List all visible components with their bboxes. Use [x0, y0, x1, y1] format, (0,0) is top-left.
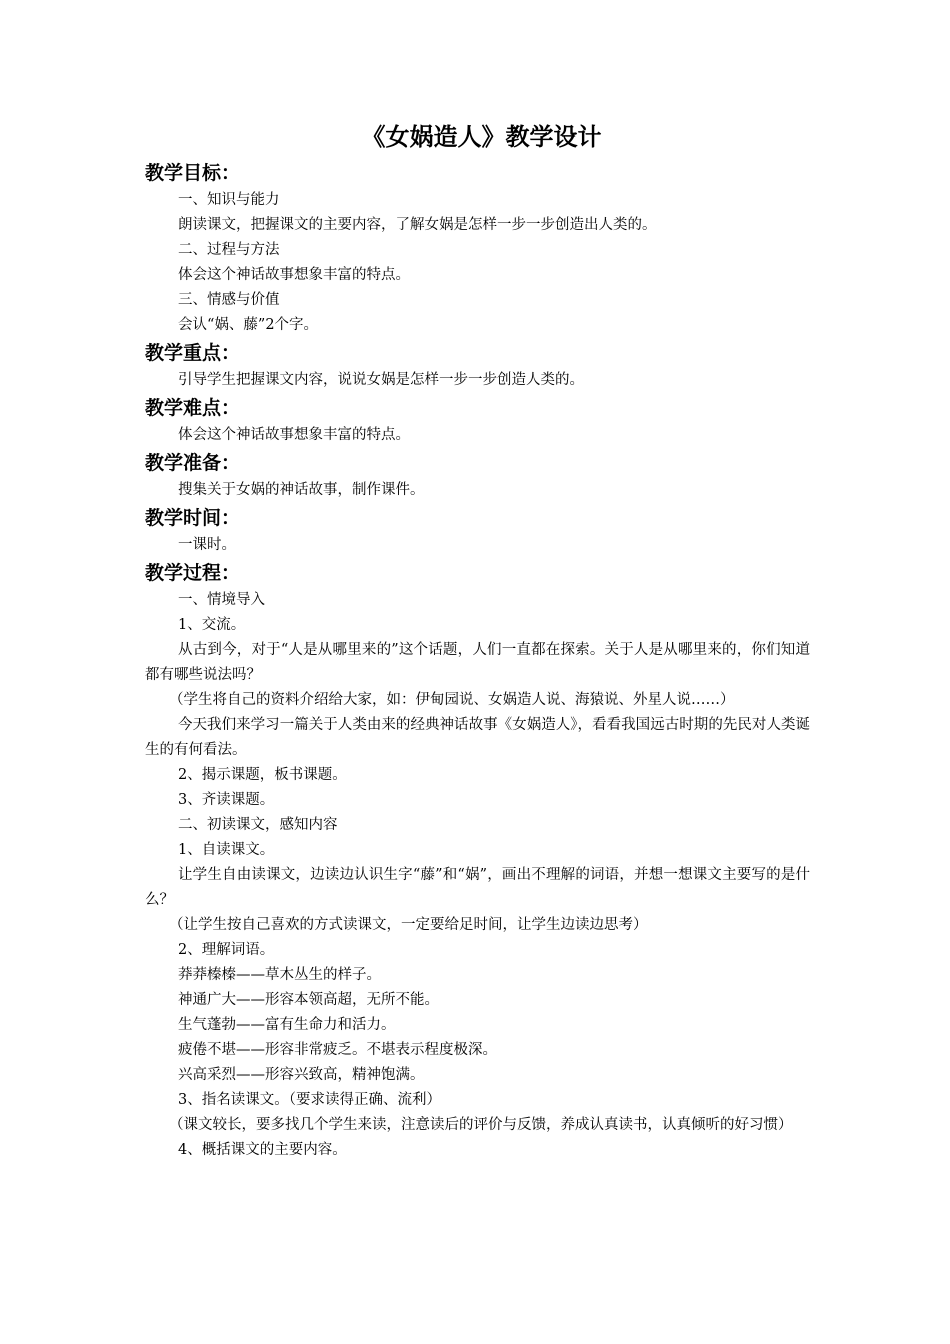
- paragraph: 让学生自由读课文，边读边认识生字“藤”和“娲”，画出不理解的词语，并想一想课文主要写的是什么？: [145, 867, 810, 908]
- paragraph: 4、概括课文的主要内容。: [178, 1142, 347, 1158]
- section-key-points: [145, 338, 810, 393]
- paragraph: 会认“娲、藤”2个字。: [178, 317, 319, 333]
- paragraph: 朗读课文，把握课文的主要内容，了解女娲是怎样一步一步创造出人类的。: [178, 217, 657, 233]
- paragraph: 神通广大——形容本领高超，无所不能。: [178, 992, 439, 1008]
- document-page: [145, 118, 810, 1163]
- paragraph: 二、过程与方法: [178, 242, 280, 258]
- paragraph: 3、指名读课文。（要求读得正确、流利）: [178, 1092, 441, 1108]
- paragraph: 体会这个神话故事想象丰富的特点。: [178, 427, 410, 443]
- paragraph: 兴高采烈——形容兴致高，精神饱满。: [178, 1067, 425, 1083]
- section-heading: 教学重点：: [145, 342, 241, 364]
- paragraph: 今天我们来学习一篇关于人类由来的经典神话故事《女娲造人》，看看我国远古时期的先民对人类诞生的有何看法。: [145, 717, 810, 758]
- section-heading: 教学过程：: [145, 562, 241, 584]
- paragraph: （学生将自己的资料介绍给大家，如：伊甸园说、女娲造人说、海猿说、外星人说……）: [169, 692, 735, 708]
- section-time: [145, 503, 810, 558]
- paragraph: 体会这个神话故事想象丰富的特点。: [178, 267, 410, 283]
- paragraph: 三、情感与价值: [178, 292, 280, 308]
- paragraph: （课文较长，要多找几个学生来读，注意读后的评价与反馈，养成认真读书，认真倾听的好习惯）: [169, 1117, 793, 1133]
- paragraph: 二、初读课文，感知内容: [178, 817, 338, 833]
- paragraph: 搜集关于女娲的神话故事，制作课件。: [178, 482, 425, 498]
- paragraph: 一、知识与能力: [178, 192, 280, 208]
- paragraph: 疲倦不堪——形容非常疲乏。不堪表示程度极深。: [178, 1042, 497, 1058]
- section-heading: 教学难点：: [145, 397, 241, 419]
- paragraph: 一课时。: [178, 537, 236, 553]
- section-process: [145, 558, 810, 1163]
- paragraph: 生气蓬勃——富有生命力和活力。: [178, 1017, 396, 1033]
- paragraph: 引导学生把握课文内容，说说女娲是怎样一步一步创造人类的。: [178, 372, 584, 388]
- paragraph: （让学生按自己喜欢的方式读课文，一定要给足时间，让学生边读边思考）: [169, 917, 648, 933]
- section-objectives: [145, 158, 810, 338]
- section-difficulties: [145, 393, 810, 448]
- document-title: 《女娲造人》教学设计: [361, 122, 602, 151]
- paragraph: 3、齐读课题。: [178, 792, 275, 808]
- section-heading: 教学时间：: [145, 507, 241, 529]
- paragraph: 1、交流。: [178, 617, 246, 633]
- paragraph: 2、理解词语。: [178, 942, 275, 958]
- paragraph: 2、揭示课题，板书课题。: [178, 767, 347, 783]
- paragraph: 1、自读课文。: [178, 842, 275, 858]
- section-heading: 教学目标：: [145, 162, 241, 184]
- paragraph: 一、情境导入: [178, 592, 265, 608]
- section-preparation: [145, 448, 810, 503]
- section-heading: 教学准备：: [145, 452, 241, 474]
- paragraph: 从古到今，对于“人是从哪里来的”这个话题，人们一直都在探索。关于人是从哪里来的，你们知道都有哪些说法吗？: [145, 642, 810, 683]
- paragraph: 莽莽榛榛——草木丛生的样子。: [178, 967, 381, 983]
